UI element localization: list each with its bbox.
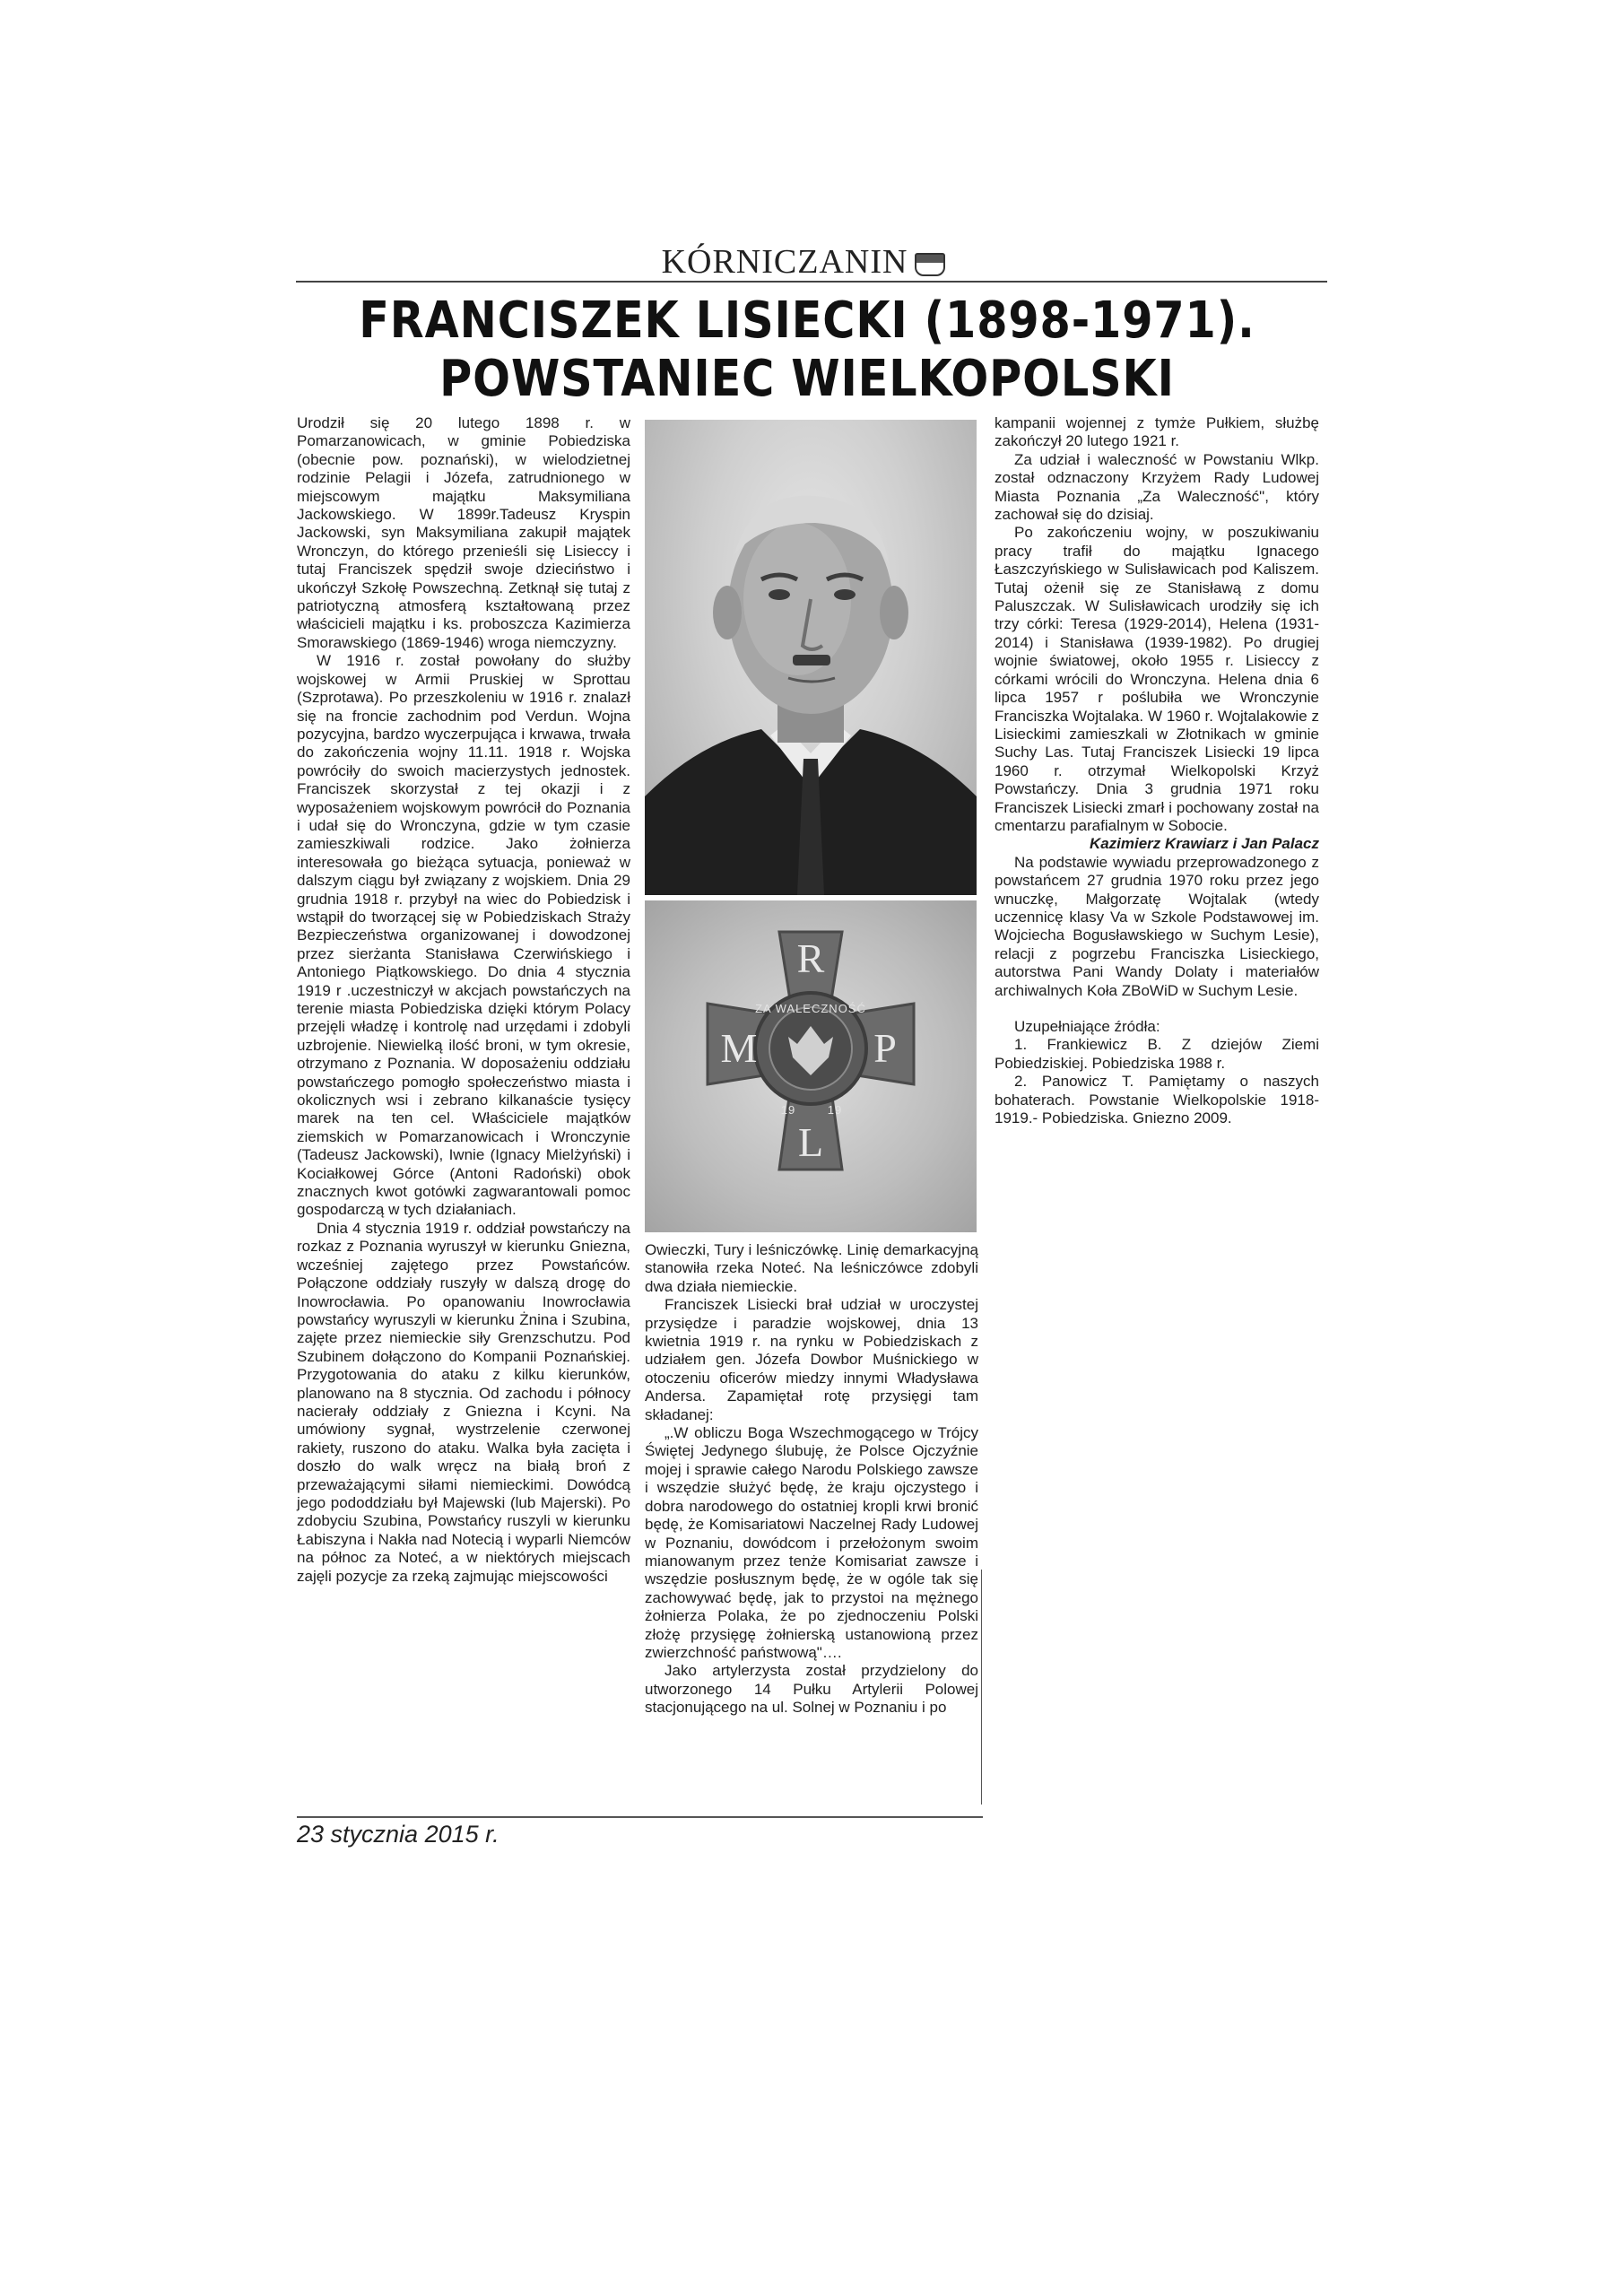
paragraph: Franciszek Lisiecki brał udział w uroczystej przysiędze i paradzie wojskowej, dnia 13 kwietnia 1919 r. na rynku w Pobiedziskach z udziałem gen. Józefa Dowbor Muśnickiego w otoczeniu oficerów miedzy innymi Władysława Andersa. Zapamiętał rotę przysięgi tam składanej: [645,1296,978,1423]
author-signature: Kazimierz Krawiarz i Jan Palacz [1089,835,1319,853]
paragraph: kampanii wojennej z tymże Pułkiem, służbę zakończył 20 lutego 1921 r. [995,414,1319,450]
paragraph: Po zakończeniu wojny, w poszukiwaniu pracy trafił do majątku Ignacego Łaszczyńskiego w Sulisławicach pod Kaliszem. Tutaj ożenił się ze Stanisławą z domu Paluszczak. W Sulisławicach urodziły się ich trzy córki: Teresa (1929-2014), Helena (1931-2014) i Stanisława (1939-1982). Po drugiej wojnie światowej, około 1955 r. Lisieccy z córkami wrócili do Wronczyna. Helena dnia 6 lipca 1957 r poślubiła we Wronczynie Franciszka Wojtalaka. W 1960 r. Wojtalakowie z Lisieckimi zamieszkali w Złotnikach w gminie Suchy Las. Tutaj Franciszek Lisiecki 19 lipca 1960 r. otrzymał Wielkopolski Krzyż Powstańczy. Dnia 3 grudnia 1971 roku Franciszek Lisiecki zmarł i pochowany został na cmentarzu parafialnym w Sobocie. [995,524,1319,834]
cross-letter-left: M [720,1025,758,1071]
footer-rule [297,1816,983,1818]
cross-medallion-text: ZA WALECZNOŚĆ [755,1002,866,1015]
cross-year-left: 19 [780,1103,796,1117]
masthead-rule [296,281,1327,283]
paragraph: Na podstawie wywiadu przeprowadzonego z powstańcem 27 grudnia 1970 roku przez jego wnuczkę, Małgorzatę Wojtalak (wtedy uczennicę klasy Va w Szkole Podstawowej im. Wojciecha Bogusławskiego w Suchym Lesie), relacji z pogrzebu Franciszka Lisieckiego, autorstwa Pani Wandy Dolaty i materiałów archiwalnych Koła ZBoWiD w Suchym Lesie. [995,853,1319,999]
cross-letter-bottom: L [797,1119,824,1165]
source-item: 2. Panowicz T. Pamiętamy o naszych bohaterach. Powstanie Wielkopolskie 1918-1919.- Pobiedziska. Gniezno 2009. [995,1073,1319,1127]
paragraph: Jako artylerzysta został przydzielony do utworzonego 14 Pułku Artylerii Polowej stacjonującego na ul. Solnej w Poznaniu i po [645,1662,978,1717]
cross-photo [645,900,977,1232]
paragraph: Za udział i waleczność w Powstaniu Wlkp. został odznaczony Krzyżem Rady Ludowej Miasta Poznania „Za Waleczność", który zachował się do dzisiaj. [995,450,1319,524]
paragraph: Dnia 4 stycznia 1919 r. oddział powstańczy na rozkaz z Poznania wyruszył w kierunku Gniezna, wcześniej zajętego przez Powstańców. Połączone oddziały ruszyły w dalszą drogę do Inowrocławia. Po opanowaniu Inowrocławia powstańcy wyruszyli w kierunku Żnina i Szubina, zajęte przez niemieckie siły Grenzschutzu. Pod Szubinem dołączono do Kompanii Poznańskiej. Przygotowania do ataku z kilku kierunków, planowano na 8 stycznia. Od zachodu i północy nacierały oddziały z Gniezna i Kcyni. Na umówiony sygnał, wystrzelenie czerwonej rakiety, ruszono do ataku. Walka była zacięta i doszło do walk wręcz na białą broń z przeważającymi siłami niemieckimi. Dowódcą jego pododdziału był Majewski (lub Majerski). Po zdobyciu Szubina, Powstańcy ruszyli w kierunku Łabiszyna i Nakła nad Notecią i wyparli Niemców na północ za Noteć, a w niektórych miejscach zajęli pozycje za rzeką zajmując miejscowości [297,1219,630,1585]
crest-icon [915,253,945,276]
article-column-3 [995,414,1319,1127]
source-item: 1. Frankiewicz B. Z dziejów Ziemi Pobiedziskiej. Pobiedziska 1988 r. [995,1036,1319,1072]
cross-year-right: 19 [827,1103,843,1117]
article-column-1 [297,414,630,1586]
headline-line1: FRANCISZEK LISIECKI (1898-1971). [359,291,1255,350]
portrait-illustration [645,420,977,895]
cross-letter-top: R [796,935,825,981]
paragraph: „.W obliczu Boga Wszechmogącego w Trójcy Świętej Jedynego ślubuję, że Polsce Ojczyźnie mojej i sprawie całego Narodu Polskiego zawsze i wszędzie służyć będę, że kraju ojczystego i dobra narodowego do ostatniej kropli krwi bronić będę, że Komisariatowi Naczelnej Rady Ludowej w Poznaniu, dowódcom i przełożonym swoim mianowanym przez tenże Komisariat zawsze i wszędzie posłusznym będę, że w ogóle tak się zachowywać będę, jak to przystoi na mężnego żołnierza Polaka, że po zjednoczeniu Polski złożę przysięgę żołnierską ustanowioną przez zwierzchność państwową"…. [645,1424,978,1661]
portrait-photo [645,420,977,895]
paragraph: W 1916 r. został powołany do służby wojskowej w Armii Pruskiej w Sprottau (Szprotawa). Po przeszkoleniu w 1916 r. znalazł się na froncie zachodnim pod Verdun. Wojna pozycyjna, bardzo wyczerpująca i krwawa, trwała do zakończenia wojny 11.11. 1918 r. Wojska powróciły do swoich macierzystych jednostek. Franciszek skorzystał z tej okazji i z wyposażeniem wojskowym powrócił do Poznania i udał się do Wronczyna, gdzie w tym czasie zamieszkiwali rodzice. Jako żołnierza interesowała go bieżąca sytuacja, ponieważ w dalszym ciągu był związany z wojskiem. Dnia 29 grudnia 1918 r. przybył na wiec do Pobiedzisk i wstąpił do tworzącej się w Pobiedziskach Straży Bezpieczeństwa organizowanej i dowodzonej przez sierżanta Stanisława Czerwińskiego i Antoniego Piątkowskiego. Do dnia 4 stycznia 1919 r .uczestniczył w akcjach powstańczych na terenie miasta Pobiedziska dzięki którym Polacy przejęli władzę i kontrolę nad urzędami i zdobyli uzbrojenie. Niewielką ilość broni, w tym okresie, otrzymano z Poznania. W doposażeniu oddziału powstańczego pomogło społeczeństwo miasta i okolicznych wsi i zebrano kilkanaście tysięcy marek na ten cel. Właściciele majątków ziemskich w Pomarzanowicach i Wronczynie (Tadeusz Jackowski), Iwnie (Ignacy Mielżyński) i Kociałkowej Górce (Antoni Radoński) obok znacznych kwot gotówki zagwarantowali pomoc gospodarczą w tych działaniach. [297,652,630,1219]
cross-letter-right: P [873,1025,897,1071]
issue-date: 23 stycznia 2015 r. [297,1821,499,1848]
paragraph: Owieczki, Tury i leśniczówkę. Linię demarkacyjną stanowiła rzeka Noteć. Na leśniczówce zdobyli dwa działa niemieckie. [645,1241,978,1295]
paragraph: Urodził się 20 lutego 1898 r. w Pomarzanowicach, w gminie Pobiedziska (obecnie pow. poznański), w wielodzietnej rodzinie Pelagii i Józefa, zatrudnionego w miejscowym majątku Maksymiliana Jackowskiego. W 1899r.Tadeusz Kryspin Jackowski, syn Maksymiliana zakupił majątek Wronczyn, do którego przenieśli się Lisieccy i tutaj Franciszek spędził swoje dzieciństwo i ukończył Szkołę Powszechną. Zetknął się tutaj z patriotyczną atmosferą kształtowaną przez właścicieli majątku i ks. proboszcza Kazimierza Smorawskiego (1869-1946) wroga niemczyzny. [297,414,630,651]
masthead [0,242,1607,282]
column-divider [981,1570,982,1805]
headline-line2: POWSTANIEC WIELKOPOLSKI [439,350,1175,408]
article-column-2 [645,1241,978,1718]
cross-illustration [645,900,977,1232]
masthead-title: KÓRNICZANIN [661,243,908,281]
sources-heading: Uzupełniające źródła: [1014,1018,1160,1035]
